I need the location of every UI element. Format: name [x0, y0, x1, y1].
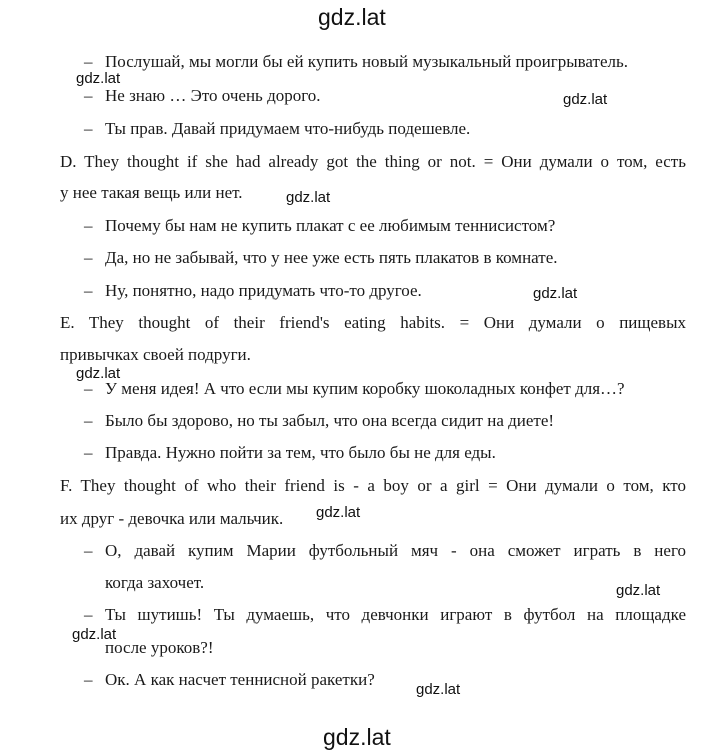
- dialogue-line: Было бы здорово, но ты забыл, что она всегда сидит на диете!: [105, 411, 555, 430]
- dash-marker: –: [84, 52, 93, 71]
- watermark: gdz.lat: [76, 70, 121, 87]
- dialogue-line-cont: когда захочет.: [105, 573, 205, 592]
- dialogue-line: Правда. Нужно пойти за тем, что было бы не для еды.: [105, 443, 496, 462]
- section-f-heading-cont: их друг - девочка или мальчик.: [60, 509, 284, 528]
- section-e-heading-cont: привычках своей подруги.: [60, 345, 251, 364]
- watermark: gdz.lat: [533, 285, 578, 302]
- section-e-heading: E. They thought of their friend's eating habits. = Они думали о пищевых: [60, 313, 686, 332]
- watermark: gdz.lat: [286, 189, 331, 206]
- watermark: gdz.lat: [316, 504, 361, 521]
- watermark-header: gdz.lat: [318, 4, 386, 30]
- dialogue-line: Почему бы нам не купить плакат с ее любимым теннисистом?: [105, 216, 556, 235]
- dialogue-line: Ок. А как насчет теннисной ракетки?: [105, 670, 375, 689]
- dash-marker: –: [84, 670, 93, 689]
- dash-marker: –: [84, 605, 93, 624]
- dialogue-line: Ну, понятно, надо придумать что-то другое.: [105, 281, 422, 300]
- dash-marker: –: [84, 119, 93, 138]
- dash-marker: –: [84, 281, 93, 300]
- watermark: gdz.lat: [72, 626, 117, 643]
- dialogue-line: О, давай купим Марии футбольный мяч - она сможет играть в него: [105, 541, 686, 560]
- watermark: gdz.lat: [563, 91, 608, 108]
- dialogue-line: Не знаю … Это очень дорого.: [105, 86, 321, 105]
- dialogue-line: Ты прав. Давай придумаем что-нибудь подешевле.: [105, 119, 471, 138]
- watermark: gdz.lat: [416, 681, 461, 698]
- dialogue-line: Ты шутишь! Ты думаешь, что девчонки играют в футбол на площадке: [105, 605, 686, 624]
- watermark: gdz.lat: [616, 582, 661, 599]
- section-d-heading: D. They thought if she had already got the thing or not. = Они думали о том, есть: [60, 152, 686, 171]
- dialogue-line: Да, но не забывай, что у нее уже есть пять плакатов в комнате.: [105, 248, 558, 267]
- dash-marker: –: [84, 411, 93, 430]
- section-f-heading: F. They thought of who their friend is - a boy or a girl = Они думали о том, кто: [60, 476, 686, 495]
- dash-marker: –: [84, 379, 93, 398]
- dialogue-line-cont: после уроков?!: [105, 638, 214, 657]
- dash-marker: –: [84, 248, 93, 267]
- dash-marker: –: [84, 541, 93, 560]
- section-d-heading-cont: у нее такая вещь или нет.: [60, 183, 243, 202]
- watermark-footer: gdz.lat: [323, 724, 391, 750]
- dash-marker: –: [84, 443, 93, 462]
- dash-marker: –: [84, 216, 93, 235]
- dash-marker: –: [84, 86, 93, 105]
- dialogue-line: У меня идея! А что если мы купим коробку шоколадных конфет для…?: [105, 379, 625, 398]
- dialogue-line: Послушай, мы могли бы ей купить новый музыкальный проигрыватель.: [105, 52, 628, 71]
- watermark: gdz.lat: [76, 365, 121, 382]
